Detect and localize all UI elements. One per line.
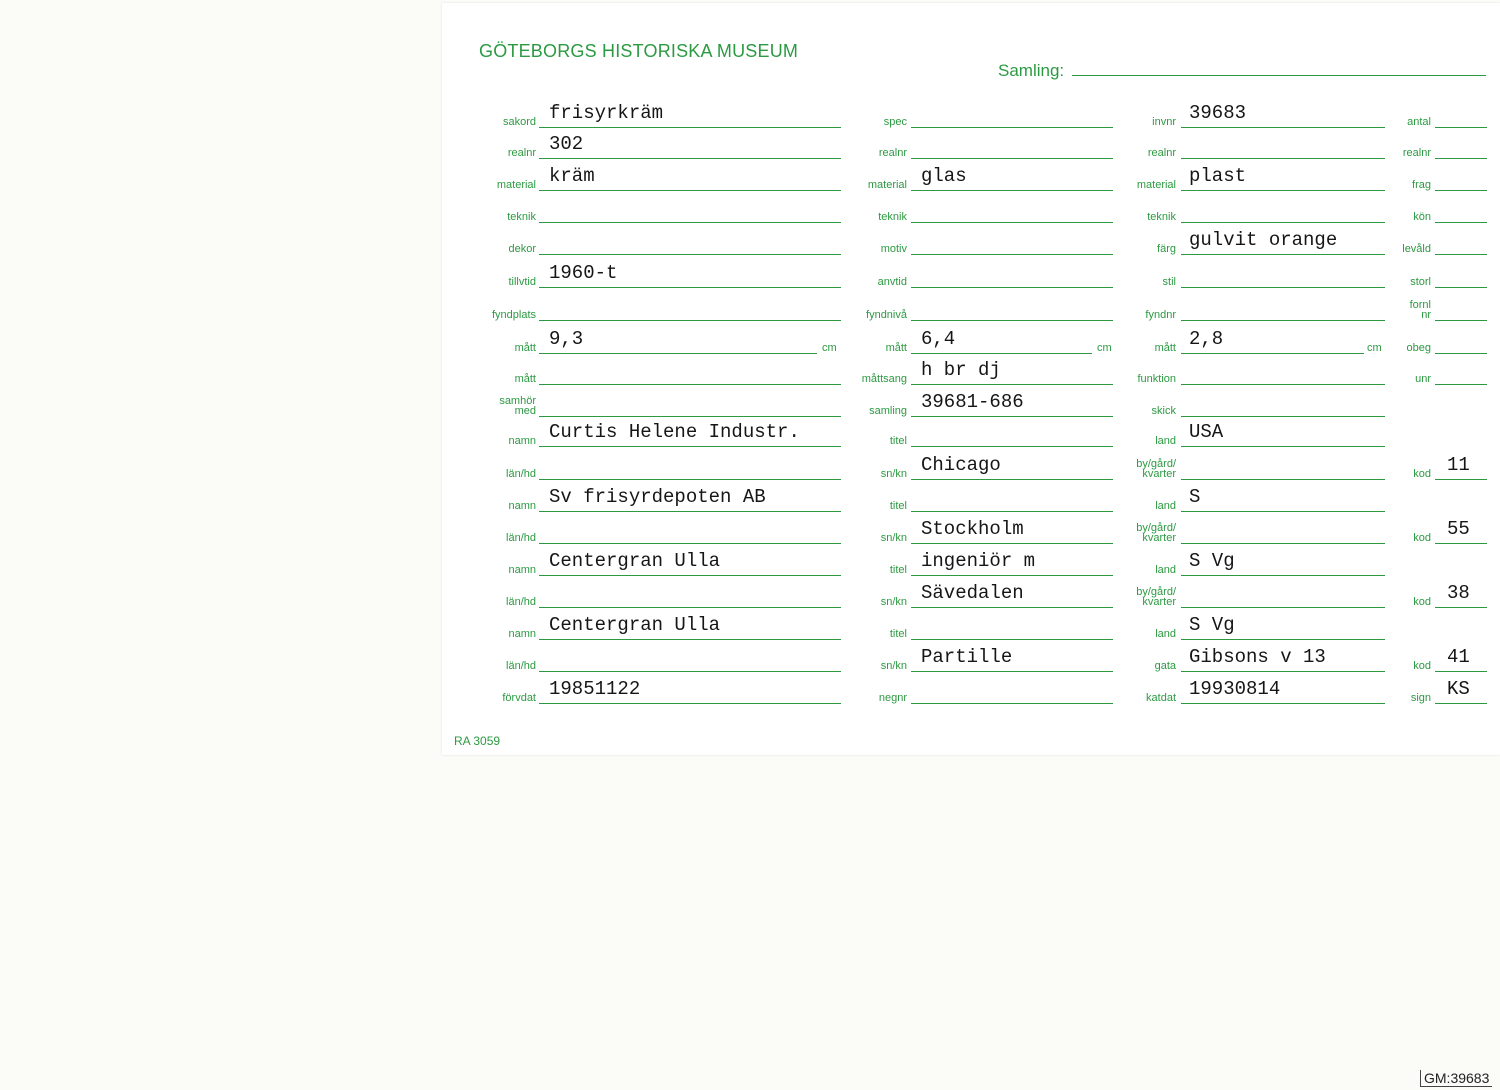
col2-label-14: titel — [889, 564, 907, 576]
col1-label-1: realnr — [507, 147, 536, 159]
col1-line-0 — [539, 127, 841, 128]
col3-label-12: land — [1155, 500, 1176, 512]
col2-label-13: sn/kn — [880, 532, 907, 544]
col4-line-3 — [1435, 222, 1487, 223]
col1-value-16: Centergran Ulla — [549, 614, 721, 636]
col3-label-18: katdat — [1146, 692, 1176, 704]
col3-line-17 — [1181, 671, 1385, 672]
col2-line-2 — [911, 190, 1113, 191]
col2-label-18: negnr — [878, 692, 907, 704]
col2-line-7 — [911, 353, 1092, 354]
col4-line-15 — [1435, 607, 1487, 608]
col4-label-1: realnr — [1402, 147, 1431, 159]
col2-line-3 — [911, 222, 1113, 223]
col1-label-15: län/hd — [506, 596, 536, 608]
col4-value-17: 41 — [1447, 646, 1470, 668]
col2-label-1: realnr — [878, 147, 907, 159]
col3-label-0: invnr — [1152, 116, 1176, 128]
col3-line-16 — [1181, 639, 1385, 640]
col1-label-4: dekor — [508, 243, 536, 255]
col3-label-4: färg — [1157, 243, 1176, 255]
col1-line-9 — [539, 416, 841, 417]
col3-label-13: by/gård/ kvarter — [1136, 522, 1176, 544]
col3-value-7: 2,8 — [1189, 328, 1224, 350]
col2-label-2: material — [867, 179, 907, 191]
col2-label-7: mått — [885, 342, 907, 354]
col2-line-14 — [911, 575, 1113, 576]
col3-value-18: 19930814 — [1189, 678, 1281, 700]
col3-line-15 — [1181, 607, 1385, 608]
col3-value-10: USA — [1189, 421, 1224, 443]
col2-line-13 — [911, 543, 1113, 544]
col4-label-3: kön — [1413, 211, 1431, 223]
col3-line-0 — [1181, 127, 1385, 128]
col4-label-5: storl — [1410, 276, 1431, 288]
col3-label-1: realnr — [1147, 147, 1176, 159]
col1-line-18 — [539, 703, 841, 704]
col4-label-0: antal — [1407, 116, 1431, 128]
col2-line-8 — [911, 384, 1113, 385]
col3-label-15: by/gård/ kvarter — [1136, 586, 1176, 608]
col2-label-8: måttsang — [861, 373, 907, 385]
col4-line-11 — [1435, 479, 1487, 480]
col4-value-18: KS — [1447, 678, 1470, 700]
col1-value-5: 1960-t — [549, 262, 618, 284]
col1-label-5: tillvtid — [508, 276, 536, 288]
col1-line-17 — [539, 671, 841, 672]
col3-value-0: 39683 — [1189, 102, 1247, 124]
col1-label-6: fyndplats — [491, 309, 536, 321]
col3-unit-cm: cm — [1367, 342, 1382, 354]
col2-value-8: h br dj — [921, 359, 1001, 381]
col2-line-10 — [911, 446, 1113, 447]
form-code: RA 3059 — [454, 734, 501, 748]
col3-label-3: teknik — [1147, 211, 1176, 223]
samling-label: Samling: — [998, 61, 1065, 80]
col2-value-11: Chicago — [921, 454, 1001, 476]
col3-value-16: S Vg — [1189, 614, 1235, 636]
col1-label-17: län/hd — [506, 660, 536, 672]
col2-label-3: teknik — [878, 211, 907, 223]
col2-unit-cm: cm — [1097, 342, 1112, 354]
museum-title: GÖTEBORGS HISTORISKA MUSEUM — [479, 41, 799, 61]
col4-value-15: 38 — [1447, 582, 1470, 604]
col4-label-18: sign — [1410, 692, 1431, 704]
col1-line-11 — [539, 479, 841, 480]
col1-value-1: 302 — [549, 133, 584, 155]
col1-line-6 — [539, 320, 841, 321]
col1-label-0: sakord — [502, 116, 536, 128]
col3-label-17: gata — [1154, 660, 1176, 672]
col1-label-11: län/hd — [506, 468, 536, 480]
col2-line-9 — [911, 416, 1113, 417]
col2-label-17: sn/kn — [880, 660, 907, 672]
col4-label-6: fornl nr — [1409, 299, 1431, 321]
col3-label-14: land — [1155, 564, 1176, 576]
col1-label-9: samhör med — [499, 395, 536, 417]
col2-line-6 — [911, 320, 1113, 321]
col2-label-15: sn/kn — [880, 596, 907, 608]
col3-line-1 — [1181, 158, 1385, 159]
col1-label-16: namn — [508, 628, 536, 640]
col2-line-18 — [911, 703, 1113, 704]
col1-value-18: 19851122 — [549, 678, 641, 700]
col1-unit-cm: cm — [822, 342, 837, 354]
col2-label-6: fyndnivå — [866, 309, 907, 321]
col3-label-9: skick — [1151, 405, 1176, 417]
col2-label-10: titel — [889, 435, 907, 447]
col3-value-17: Gibsons v 13 — [1189, 646, 1326, 668]
col3-line-9 — [1181, 416, 1385, 417]
col1-line-1 — [539, 158, 841, 159]
col1-value-0: frisyrkräm — [549, 102, 664, 124]
col3-line-4 — [1181, 254, 1385, 255]
col1-value-7: 9,3 — [549, 328, 584, 350]
col4-label-15: kod — [1413, 596, 1431, 608]
col4-line-6 — [1435, 320, 1487, 321]
col4-label-4: levåld — [1402, 243, 1431, 255]
col1-line-16 — [539, 639, 841, 640]
col3-label-7: mått — [1154, 342, 1176, 354]
col3-line-14 — [1181, 575, 1385, 576]
col2-label-11: sn/kn — [880, 468, 907, 480]
col4-value-11: 11 — [1447, 454, 1470, 476]
col4-line-2 — [1435, 190, 1487, 191]
col3-label-11: by/gård/ kvarter — [1136, 458, 1176, 480]
col2-line-4 — [911, 254, 1113, 255]
col2-label-16: titel — [889, 628, 907, 640]
col1-label-3: teknik — [507, 211, 536, 223]
col1-line-8 — [539, 384, 841, 385]
col4-line-0 — [1435, 127, 1487, 128]
archive-id: GM:39683 — [1420, 1070, 1492, 1087]
col3-line-12 — [1181, 511, 1385, 512]
col2-label-5: anvtid — [877, 276, 907, 288]
col4-line-7 — [1435, 353, 1487, 354]
col1-label-12: namn — [508, 500, 536, 512]
col2-label-0: spec — [883, 116, 907, 128]
col1-line-10 — [539, 446, 841, 447]
col1-label-8: mått — [514, 373, 536, 385]
col2-line-1 — [911, 158, 1113, 159]
col4-label-13: kod — [1413, 532, 1431, 544]
col3-line-7 — [1181, 353, 1364, 354]
col2-line-5 — [911, 287, 1113, 288]
col2-line-11 — [911, 479, 1113, 480]
col3-line-10 — [1181, 446, 1385, 447]
col3-line-6 — [1181, 320, 1385, 321]
col3-line-3 — [1181, 222, 1385, 223]
col1-value-2: kräm — [549, 165, 595, 187]
col3-line-5 — [1181, 287, 1385, 288]
col4-line-1 — [1435, 158, 1487, 159]
col3-label-10: land — [1155, 435, 1176, 447]
col1-label-2: material — [496, 179, 536, 191]
col2-value-13: Stockholm — [921, 518, 1024, 540]
col3-label-8: funktion — [1137, 373, 1176, 385]
samling-line — [1072, 75, 1486, 76]
col4-line-5 — [1435, 287, 1487, 288]
col3-line-8 — [1181, 384, 1385, 385]
col4-label-2: frag — [1412, 179, 1431, 191]
col3-line-13 — [1181, 543, 1385, 544]
col2-value-14: ingeniör m — [921, 550, 1036, 572]
col4-line-4 — [1435, 254, 1487, 255]
col3-line-18 — [1181, 703, 1385, 704]
col1-label-10: namn — [508, 435, 536, 447]
col3-value-2: plast — [1189, 165, 1247, 187]
col3-line-2 — [1181, 190, 1385, 191]
col2-value-17: Partille — [921, 646, 1013, 668]
col3-line-11 — [1181, 479, 1385, 480]
col1-label-18: förvdat — [502, 692, 536, 704]
col2-label-9: samling — [869, 405, 907, 417]
col2-line-16 — [911, 639, 1113, 640]
col1-line-2 — [539, 190, 841, 191]
col3-label-5: stil — [1162, 276, 1176, 288]
col1-label-13: län/hd — [506, 532, 536, 544]
col2-value-9: 39681-686 — [921, 391, 1024, 413]
col2-value-7: 6,4 — [921, 328, 956, 350]
col3-label-2: material — [1136, 179, 1176, 191]
col4-line-13 — [1435, 543, 1487, 544]
col1-value-12: Sv frisyrdepoten AB — [549, 486, 766, 508]
col2-label-12: titel — [889, 500, 907, 512]
col4-label-17: kod — [1413, 660, 1431, 672]
col1-line-4 — [539, 254, 841, 255]
col4-label-7: obeg — [1406, 342, 1431, 354]
col4-label-8: unr — [1415, 373, 1431, 385]
col4-label-11: kod — [1413, 468, 1431, 480]
col1-label-7: mått — [514, 342, 536, 354]
col4-line-18 — [1435, 703, 1487, 704]
col1-line-14 — [539, 575, 841, 576]
col1-line-7 — [539, 353, 817, 354]
col3-label-6: fyndnr — [1145, 309, 1176, 321]
col2-value-2: glas — [921, 165, 967, 187]
col2-line-0 — [911, 127, 1113, 128]
col4-line-17 — [1435, 671, 1487, 672]
col3-label-16: land — [1155, 628, 1176, 640]
col1-line-5 — [539, 287, 841, 288]
col3-value-12: S — [1189, 486, 1201, 508]
col1-value-14: Centergran Ulla — [549, 550, 721, 572]
col2-line-17 — [911, 671, 1113, 672]
col4-value-13: 55 — [1447, 518, 1470, 540]
col1-line-12 — [539, 511, 841, 512]
col2-label-4: motiv — [880, 243, 907, 255]
col1-line-3 — [539, 222, 841, 223]
col3-value-4: gulvit orange — [1189, 229, 1338, 251]
col2-line-12 — [911, 511, 1113, 512]
col2-line-15 — [911, 607, 1113, 608]
col1-value-10: Curtis Helene Industr. — [549, 421, 800, 443]
col3-value-14: S Vg — [1189, 550, 1235, 572]
col1-label-14: namn — [508, 564, 536, 576]
col1-line-15 — [539, 607, 841, 608]
col2-value-15: Sävedalen — [921, 582, 1024, 604]
col1-line-13 — [539, 543, 841, 544]
col4-line-8 — [1435, 384, 1487, 385]
